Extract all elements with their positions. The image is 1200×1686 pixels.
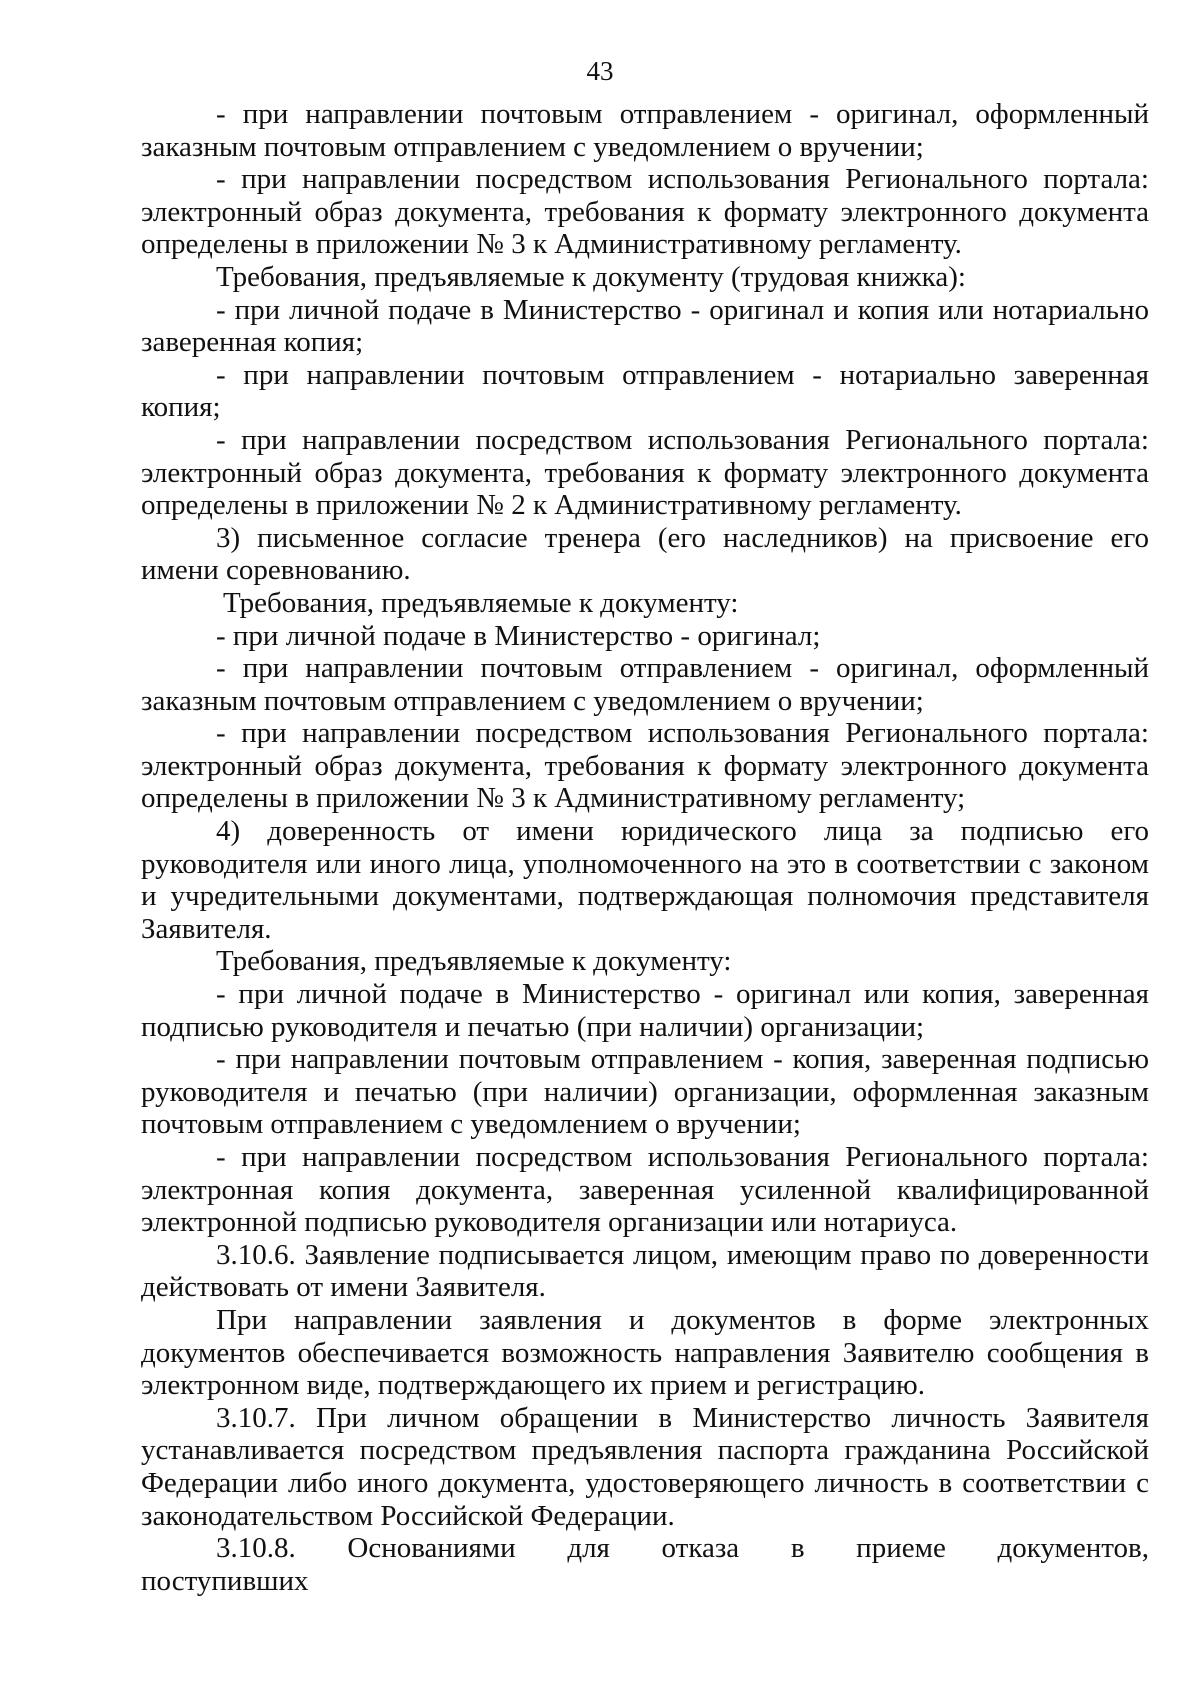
paragraph: - при личной подаче в Министерство - оригинал или копия, заверенная подписью руководителя и печатью (при наличии) организации; [141,978,1149,1043]
paragraph: - при направлении посредством использования Регионального портала: электронный образ документа, требования к формату электронного документа определены в приложении № 3 к Административному регламенту; [141,717,1149,815]
paragraph: 3.10.6. Заявление подписывается лицом, имеющим право по доверенности действовать от имени Заявителя. [141,1238,1149,1304]
paragraph: - при направлении почтовым отправлением - нотариально заверенная копия; [141,358,1149,424]
paragraph: 4) доверенность от имени юридического лица за подписью его руководителя или иного лица, уполномоченного на это в соответствии с законом и учредительными документами, подтверждающая полномочия представителя Заявителя. [141,815,1149,945]
paragraph: - при направлении посредством использования Регионального портала: электронный образ документа, требования к формату электронного документа определены в приложении № 2 к Административному регламенту. [141,423,1149,522]
paragraph: - при направлении почтовым отправлением - оригинал, оформленный заказным почтовым отправлением с уведомлением о вручении; [141,652,1149,717]
paragraph: При направлении заявления и документов в форме электронных документов обеспечивается возможность направления Заявителю сообщения в электронном виде, подтверждающего их прием и регистрацию. [141,1303,1149,1402]
paragraph: Требования, предъявляемые к документу: [223,586,739,619]
document-body [141,98,1149,1597]
paragraph: - при личной подаче в Министерство - оригинал; [216,619,821,652]
paragraph: Требования, предъявляемые к документу: [216,945,732,978]
paragraph: - при направлении почтовым отправлением - оригинал, оформленный заказным почтовым отправлением с уведомлением о вручении; [141,98,1149,163]
paragraph: Требования, предъявляемые к документу (трудовая книжка): [216,260,966,293]
paragraph: 3) письменное согласие тренера (его наследников) на присвоение его имени соревнованию. [141,521,1149,587]
paragraph: - при личной подаче в Министерство - оригинал и копия или нотариально заверенная копия; [141,293,1149,359]
page-number: 43 [586,56,614,86]
paragraph: 3.10.8. Основаниями для отказа в приеме документов, поступивших [141,1532,1149,1597]
paragraph: - при направлении посредством использования Регионального портала: электронная копия документа, заверенная усиленной квалифицированной электронной подписью руководителя организации или нотариуса. [141,1141,1149,1239]
paragraph: - при направлении почтовым отправлением - копия, заверенная подписью руководителя и печатью (при наличии) организации, оформленная заказным почтовым отправлением с уведомлением о вручении; [141,1043,1149,1141]
paragraph: 3.10.7. При личном обращении в Министерство личность Заявителя устанавливается посредством предъявления паспорта гражданина Российской Федерации либо иного документа, удостоверяющего личность в соответствии с законодательством Российской Федерации. [141,1401,1149,1532]
paragraph: - при направлении посредством использования Регионального портала: электронный образ документа, требования к формату электронного документа определены в приложении № 3 к Административному регламенту. [141,163,1149,261]
